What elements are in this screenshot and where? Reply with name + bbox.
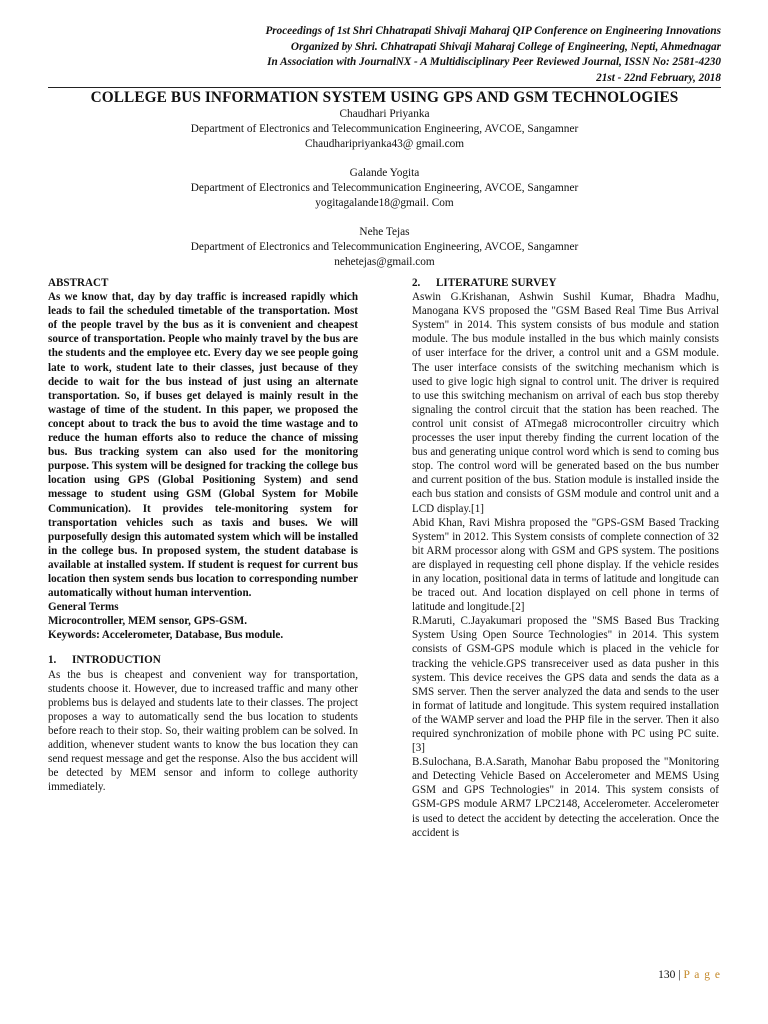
author-block xyxy=(48,107,721,153)
author-email: yogitagalande18@gmail. Com xyxy=(315,197,454,210)
author-name: Chaudhari Priyanka xyxy=(339,108,430,120)
conference-header-line: In Association with JournalNX - A Multidisciplinary Peer Reviewed Journal, ISSN No: 2581-4230 xyxy=(267,56,721,69)
author-block xyxy=(48,166,721,212)
header-divider xyxy=(48,87,721,88)
conference-date: 21st - 22nd February, 2018 xyxy=(596,71,721,84)
footer-separator: | xyxy=(678,969,681,981)
literature-paragraph: Aswin G.Krishanan, Ashwin Sushil Kumar, Bhadra Madhu, Manogana KVS proposed the "GSM Based Real Time Bus Arrival System" in 2014. This system consists of bus module and station module. The bus module installed in the bus which mainly consists of user interface for the driver, a control unit and a GSM module. The user interface consists of the switching mechanism which is used to give logic high signal to control unit. The driver is required to use this switching mechanism on arrival of each bus stop thereby signaling the control circuit that the station has been reached. The control unit consist of ATmega8 microcontroller circuitry which processes the user input thereby finding the current location of the bus and generating unique control word which is send to coming bus stop. The control word will be generated based on the bus number and current position of the bus. Station module is installed inside the each bus station and consists of GSM module and control unit and a LCD display.[1] xyxy=(412,291,719,515)
page-footer xyxy=(658,969,721,981)
literature-paragraph: R.Maruti, C.Jayakumari proposed the "SMS Based Bus Tracking System Using Open Source Technologies" in 2014. This system consists of GSM-GPS module which is placed in the vehicle for tracking the vehicle.GPS transreceiver used as data pusher in this system. This device receives the GPS data and sends the data as a SMS server. Then the server analyzed the data and sends to the user in format of latitude and longitude. This system required installation of the WAMP server and load the PHP file in the server. Then it also required synchronization of mobile phone with PC using PC suite.[3] xyxy=(412,615,719,755)
right-column xyxy=(412,276,719,840)
author-block xyxy=(48,225,721,271)
literature-paragraph: Abid Khan, Ravi Mishra proposed the "GPS-GSM Based Tracking System" in 2012. This System consists of complete connection of 32 bit ARM processor along with GSM and GPS system. The positions are displayed in requesting cell phone display. If the vehicle resides in any location, positional data in terms of latitude and longitude can be traced out. And location displayed on cell phone in terms of latitude and longitude.[2] xyxy=(412,516,719,614)
abstract-heading: ABSTRACT xyxy=(48,277,109,289)
author-affiliation: Department of Electronics and Telecommunication Engineering, AVCOE, Sangamner xyxy=(190,182,579,195)
author-name: Nehe Tejas xyxy=(359,226,410,238)
section-number: 1. xyxy=(48,654,57,667)
author-affiliation: Department of Electronics and Telecommunication Engineering, AVCOE, Sangamner xyxy=(190,123,579,136)
section-title: LITERATURE SURVEY xyxy=(436,277,557,289)
author-affiliation: Department of Electronics and Telecommunication Engineering, AVCOE, Sangamner xyxy=(190,241,579,254)
section-spacer xyxy=(48,642,358,653)
abstract-text: As we know that, day by day traffic is increased rapidly which leads to fail the scheduled timetable of the transportation. Most of the people travel by the bus as it is convenient and cheapest source of transportation. People who mainly travel by the bus are the students and the employee etc. Every day we see people going late to work, student late to their classes, just because of they decide to wait for the bus instead of just using an alternate transportation. So, if buses get delayed is mainly result in the wastage of time of the student. In this paper, we proposed the concept about to track the bus to avoid the time wastage and to reduce the human efforts also to reduce the chance of missing bus. Bus tracking system can also used for the monitoring purpose. This system will be designed for tracking the college bus location using GPS (Global Positioning System) and send message to student using GSM (Global System for Mobile Communication). It provides tele-monitoring system for transportation vehicles such as taxis and buses. We will purposefully design this automated system which will be installed in the college bus. In proposed system, the student database is available at installed system. If student is request for current bus location then system sends bus location to corresponding number automatically without human intervention. xyxy=(48,291,358,600)
general-terms: Microcontroller, MEM sensor, GPS-GSM. xyxy=(48,615,248,628)
conference-header-line: Organized by Shri. Chhatrapati Shivaji Maharaj College of Engineering, Nepti, Ahmednagar xyxy=(290,40,721,53)
conference-header-line: Proceedings of 1st Shri Chhatrapati Shivaji Maharaj QIP Conference on Engineering Innovations xyxy=(265,25,721,37)
page-word: P a g e xyxy=(683,969,721,981)
introduction-heading xyxy=(48,653,358,667)
keywords: Keywords: Accelerometer, Database, Bus module. xyxy=(48,629,284,642)
literature-heading xyxy=(412,276,719,290)
section-number: 2. xyxy=(412,277,421,289)
literature-paragraph: B.Sulochana, B.A.Sarath, Manohar Babu proposed the "Monitoring and Detecting Vehicle Based on Accelerometer and MEMS Using GSM and GPS Technologies" in 2014. This system consists of GSM-GPS module ARM7 LPC2148, Accelerometer. Accelerometer is used to detect the accident by detecting the acceleration. Once the accident is xyxy=(412,756,719,839)
page-number: 130 xyxy=(658,969,676,981)
section-title: INTRODUCTION xyxy=(72,654,161,667)
author-email: nehetejas@gmail.com xyxy=(334,256,435,269)
general-terms-heading: General Terms xyxy=(48,601,119,614)
introduction-text: As the bus is cheapest and convenient way for transportation, students choose it. However, due to increased traffic and many other problems bus is delayed and students late to their classes. The project proposes a way to automatically send the bus location to students before reach to their stop. So, their waiting problem can be solved. In addition, whenever student wants to know the bus location they can send request message and get the response. Also the bus accident will be detected by MEM sensor and inform to college authority immediately. xyxy=(48,668,358,794)
author-name: Galande Yogita xyxy=(349,167,420,179)
paper-title: COLLEGE BUS INFORMATION SYSTEM USING GPS AND GSM TECHNOLOGIES xyxy=(90,89,679,106)
left-column xyxy=(48,276,358,794)
conference-header xyxy=(81,24,721,86)
author-email: Chaudharipriyanka43@ gmail.com xyxy=(304,138,465,151)
